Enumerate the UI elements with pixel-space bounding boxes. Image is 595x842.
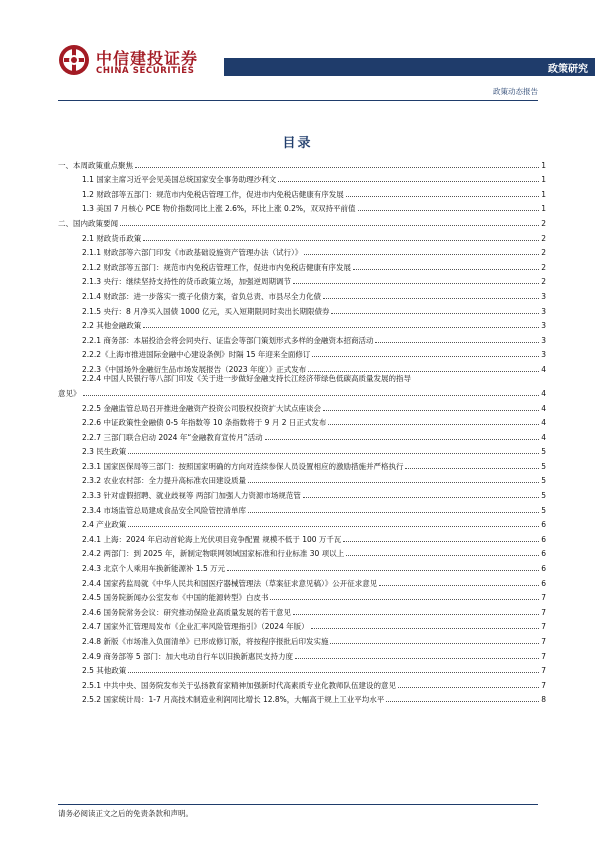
toc-entry[interactable] xyxy=(58,398,546,413)
toc-page-number: 4 xyxy=(541,432,546,442)
toc-leader-dots xyxy=(308,371,539,372)
toc-entry-label: 2.2.1 商务部：本届投洽会将会同央行、证监会等部门策划形式多样的金融资本招商活动 xyxy=(82,335,374,345)
toc-entry[interactable] xyxy=(58,184,546,199)
toc-entry[interactable] xyxy=(58,442,546,457)
toc-entry[interactable] xyxy=(58,602,546,617)
toc-page-number: 7 xyxy=(541,666,546,676)
toc-entry-label: 2.1.1 财政部等六部门印发《市政基础设施资产管理办法（试行）》 xyxy=(82,248,303,258)
toc-leader-dots xyxy=(328,424,539,425)
toc-leader-dots xyxy=(323,298,539,299)
toc-leader-dots xyxy=(330,643,539,644)
toc-page-number: 5 xyxy=(541,447,546,457)
toc-leader-dots xyxy=(128,453,539,454)
toc-entry[interactable] xyxy=(58,301,546,316)
toc-entry[interactable] xyxy=(58,690,546,705)
toc-leader-dots xyxy=(143,240,539,241)
toc-leader-dots xyxy=(248,512,539,513)
toc-entry[interactable] xyxy=(58,155,546,170)
toc-leader-dots xyxy=(303,497,539,498)
toc-entry-label: 2.4.5 国务院新闻办公室发布《中国的能源转型》白皮书 xyxy=(82,593,269,603)
toc-entry[interactable] xyxy=(58,558,546,573)
toc-leader-dots xyxy=(379,585,539,586)
toc-entry[interactable] xyxy=(58,573,546,588)
toc-entry-label: 2.3.3 针对虚假招聘、就业歧视等 两部门加强人力资源市场规范管 xyxy=(82,491,301,501)
toc-leader-dots xyxy=(248,482,539,483)
toc-leader-dots xyxy=(265,439,540,440)
toc-entry-label: 2.1.3 央行：继续坚持支持性的货币政策立场，加强逆周期调节 xyxy=(82,277,291,287)
toc-entry-label: 1.2 财政部等五部门：规范市内免税店管理工作，促进市内免税店健康有序发展 xyxy=(82,189,344,199)
toc-page-number: 2 xyxy=(541,218,546,228)
toc-leader-dots xyxy=(311,628,540,629)
toc-entry[interactable] xyxy=(58,529,546,544)
toc-entry-label: 2.2.3《中国场外金融衍生品市场发展报告（2023 年度）》正式发布 xyxy=(82,364,307,374)
toc-leader-dots xyxy=(128,672,539,673)
toc-leader-dots xyxy=(398,687,539,688)
toc-page-number: 6 xyxy=(541,578,546,588)
toc-entry[interactable] xyxy=(58,374,546,398)
toc-entry[interactable] xyxy=(58,359,546,374)
toc-entry[interactable] xyxy=(58,213,546,228)
toc-entry-label: 二、国内政策要闻 xyxy=(58,218,118,228)
toc-leader-dots xyxy=(304,254,539,255)
table-of-contents xyxy=(58,155,546,704)
toc-leader-dots xyxy=(135,167,539,168)
toc-entry-label: 2.2.4 中国人民银行等八部门印发《关于进一步做好金融支持长江经济带绿色低碳高质量发展的指导 xyxy=(82,373,411,383)
toc-leader-dots xyxy=(346,555,539,556)
toc-entry[interactable] xyxy=(58,500,546,515)
toc-page-number: 3 xyxy=(541,335,546,345)
toc-entry[interactable] xyxy=(58,330,546,345)
toc-leader-dots xyxy=(293,283,539,284)
toc-entry[interactable] xyxy=(58,617,546,632)
toc-entry[interactable] xyxy=(58,243,546,258)
toc-entry-label: 2.3.4 市场监管总局建成食品安全风险管控清单库 xyxy=(82,505,246,515)
toc-page-number: 3 xyxy=(541,291,546,301)
toc-entry[interactable] xyxy=(58,199,546,214)
footer-divider xyxy=(58,804,538,805)
brand-name-cn: 中信建投证券 xyxy=(96,49,199,68)
toc-leader-dots xyxy=(405,468,539,469)
toc-entry-label: 1.1 国家主席习近平会见美国总统国家安全事务助理沙利文 xyxy=(82,175,277,185)
header-band xyxy=(224,58,595,76)
toc-entry-label: 2.4.1 上海：2024 年启动首轮海上光伏项目竞争配置 规模不低于 100 万千瓦 xyxy=(82,534,342,544)
toc-entry-label-continued: 意见》 xyxy=(58,388,81,398)
toc-page-number: 5 xyxy=(541,461,546,471)
toc-page-number: 4 xyxy=(541,418,546,428)
toc-leader-dots xyxy=(293,614,539,615)
toc-page-number: 2 xyxy=(541,277,546,287)
toc-page-number: 6 xyxy=(541,564,546,574)
toc-leader-dots xyxy=(323,410,539,411)
toc-entry[interactable] xyxy=(58,456,546,471)
toc-entry[interactable] xyxy=(58,485,546,500)
toc-entry[interactable] xyxy=(58,286,546,301)
toc-entry-label: 2.2 其他金融政策 xyxy=(82,321,142,331)
toc-entry-label: 2.1 财政货币政策 xyxy=(82,233,142,243)
toc-page-number: 7 xyxy=(541,680,546,690)
toc-entry-label: 2.2.6 中证政策性金融债 0-5 年指数等 10 条指数将于 9 月 2 日正式发布 xyxy=(82,418,327,428)
toc-page-number: 2 xyxy=(541,233,546,243)
toc-entry[interactable] xyxy=(58,272,546,287)
toc-page-number: 8 xyxy=(541,695,546,705)
toc-entry-label: 2.5 其他政策 xyxy=(82,666,127,676)
toc-leader-dots xyxy=(343,541,539,542)
china-securities-logo-icon xyxy=(58,44,90,76)
toc-entry-label: 2.2.2《上海市推进国际金融中心建设条例》时隔 15 年迎来全面修订 xyxy=(82,350,311,360)
toc-leader-dots xyxy=(295,658,539,659)
toc-entry-label: 2.5.2 国家统计局：1-7 月高技术制造业利润同比增长 12.8%，大幅高于规上工业平均水平 xyxy=(82,695,385,705)
toc-entry[interactable] xyxy=(58,228,546,243)
toc-entry-label: 2.5.1 中共中央、国务院发布关于弘扬教育家精神加强新时代高素质专业化教师队伍建设的意见 xyxy=(82,680,396,690)
toc-entry-label: 1.3 美国 7 月核心 PCE 物价指数同比上涨 2.6%，环比上涨 0.2%，双双持平前值 xyxy=(82,204,356,214)
toc-page-number: 5 xyxy=(541,505,546,515)
toc-page-number: 2 xyxy=(541,248,546,258)
toc-entry-label: 2.1.2 财政部等五部门：规范市内免税店管理工作，促进市内免税店健康有序发展 xyxy=(82,262,351,272)
toc-leader-dots xyxy=(227,570,539,571)
toc-entry[interactable] xyxy=(58,471,546,486)
page-header xyxy=(58,42,588,82)
toc-title: 目录 xyxy=(282,136,313,151)
toc-entry[interactable] xyxy=(58,661,546,676)
toc-page-number: 5 xyxy=(541,491,546,501)
toc-entry-label: 2.4 产业政策 xyxy=(82,520,127,530)
toc-leader-dots xyxy=(270,599,539,600)
toc-entry[interactable] xyxy=(58,675,546,690)
header-divider xyxy=(58,100,538,101)
toc-page-number: 4 xyxy=(541,403,546,413)
toc-page-number: 1 xyxy=(541,175,546,185)
toc-page-number: 1 xyxy=(541,189,546,199)
toc-page-number: 3 xyxy=(541,306,546,316)
toc-entry-label: 2.4.8 新版《市场准入负面清单》已形成修订版，将按程序报批后印发实施 xyxy=(82,637,329,646)
toc-entry[interactable] xyxy=(58,427,546,442)
toc-leader-dots xyxy=(278,181,539,182)
toc-entry[interactable] xyxy=(58,588,546,603)
toc-entry-label: 2.1.5 央行：8 月净买入国债 1000 亿元，买入短期限同时卖出长期限债券 xyxy=(82,306,330,316)
toc-page-number: 7 xyxy=(541,622,546,632)
toc-page-number: 1 xyxy=(541,204,546,214)
toc-entry[interactable] xyxy=(58,316,546,331)
toc-entry-label: 2.3.1 国家医保局等三部门：按照国家明确的方向对连续参保人员设置相应的激励措施并严格执行 xyxy=(82,461,404,471)
section-label: 政策研究 xyxy=(548,64,588,75)
toc-entry[interactable] xyxy=(58,631,546,646)
toc-leader-dots xyxy=(143,327,539,328)
toc-leader-dots xyxy=(386,701,539,702)
toc-page-number: 7 xyxy=(541,593,546,603)
toc-entry-label: 2.2.7 三部门联合启动 2024 年“金融教育宣传月”活动 xyxy=(82,432,263,442)
toc-leader-dots xyxy=(346,196,539,197)
footer-disclaimer: 请务必阅读正文之后的免责条款和声明。 xyxy=(58,809,193,818)
toc-leader-dots xyxy=(83,395,540,396)
toc-entry-label: 2.3.2 农业农村部：全力提升高标准农田建设质量 xyxy=(82,476,246,486)
toc-leader-dots xyxy=(358,210,540,211)
toc-entry-label: 2.4.9 商务部等 5 部门：加大电动自行车以旧换新惠民支持力度 xyxy=(82,651,294,661)
brand-name-en: CHINA SECURITIES xyxy=(96,66,195,76)
toc-entry-label: 2.1.4 财政部：进一步落实一揽子化债方案，省负总责、市县尽全力化债 xyxy=(82,291,321,301)
toc-entry[interactable] xyxy=(58,515,546,530)
toc-entry-label: 2.4.3 北京个人乘用车换新能源补 1.5 万元 xyxy=(82,564,226,574)
toc-leader-dots xyxy=(312,356,539,357)
toc-page-number: 6 xyxy=(541,534,546,544)
toc-page-number: 1 xyxy=(541,160,546,170)
company-logo xyxy=(58,42,218,82)
toc-leader-dots xyxy=(128,526,539,527)
toc-page-number: 4 xyxy=(541,388,546,398)
toc-page-number: 3 xyxy=(541,350,546,360)
toc-page-number: 6 xyxy=(541,520,546,530)
toc-entry[interactable] xyxy=(58,646,546,661)
toc-page-number: 4 xyxy=(541,364,546,374)
toc-entry[interactable] xyxy=(58,257,546,272)
toc-page-number: 7 xyxy=(541,637,546,646)
toc-page-number: 7 xyxy=(541,651,546,661)
toc-leader-dots xyxy=(353,269,539,270)
toc-leader-dots xyxy=(375,342,539,343)
toc-entry-label: 一、本周政策重点聚焦 xyxy=(58,160,133,170)
toc-entry[interactable] xyxy=(58,345,546,360)
toc-entry-label: 2.4.6 国务院常务会议：研究推动保险业高质量发展的若干意见 xyxy=(82,607,291,617)
toc-page-number: 7 xyxy=(541,607,546,617)
toc-leader-dots xyxy=(331,313,539,314)
toc-page-number: 5 xyxy=(541,476,546,486)
report-type: 政策动态报告 xyxy=(493,87,538,96)
toc-entry-label: 2.2.5 金融监管总局召开推进金融资产投资公司股权投资扩大试点座谈会 xyxy=(82,403,321,413)
toc-entry-label: 2.4.4 国家药监局就《中华人民共和国医疗器械管理法（草案征求意见稿）》公开征求意见 xyxy=(82,578,378,588)
toc-entry-label: 2.3 民生政策 xyxy=(82,447,127,457)
toc-entry-label: 2.4.2 两部门：到 2025 年，新制定物联网领域国家标准和行业标准 30 项以上 xyxy=(82,549,345,559)
toc-entry[interactable] xyxy=(58,170,546,185)
toc-leader-dots xyxy=(120,225,539,226)
toc-page-number: 3 xyxy=(541,321,546,331)
toc-page-number: 6 xyxy=(541,549,546,559)
toc-page-number: 2 xyxy=(541,262,546,272)
toc-entry-label: 2.4.7 国家外汇管理局发布《企业汇率风险管理指引》（2024 年版） xyxy=(82,622,309,632)
toc-entry[interactable] xyxy=(58,413,546,428)
toc-entry[interactable] xyxy=(58,544,546,559)
